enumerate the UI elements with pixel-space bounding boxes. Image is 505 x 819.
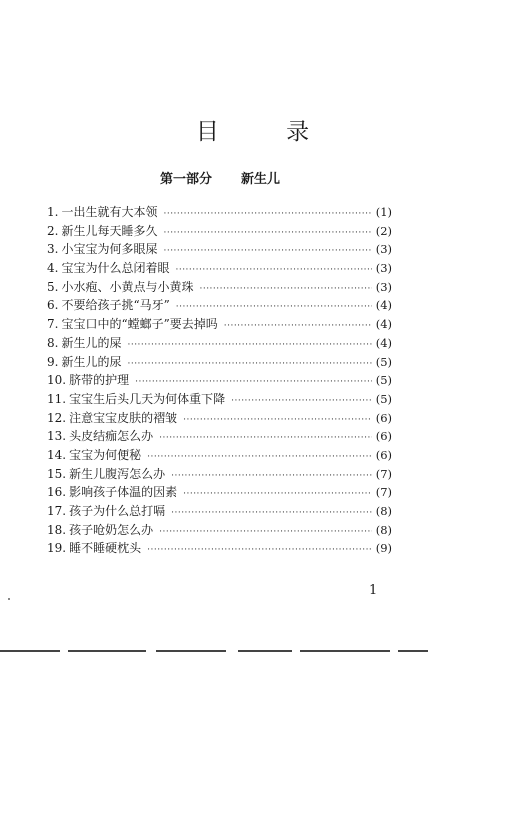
- toc-leader-dots: [171, 467, 372, 486]
- toc-entry-title: 宝宝口中的“螳螂子”要去掉吗: [61, 317, 218, 332]
- toc-entry: [47, 203, 392, 222]
- toc-leader-dots: [199, 280, 371, 299]
- toc-leader-dots: [127, 336, 371, 355]
- toc-entry-number: 10.: [47, 373, 67, 388]
- toc-entry-number: 11.: [47, 391, 67, 406]
- toc-entry-title: 睡不睡硬枕头: [69, 541, 142, 556]
- toc-entry-title: 宝宝生后头几天为何体重下降: [69, 391, 226, 406]
- toc-leader-dots: [147, 448, 372, 467]
- toc-entry-title: 注意宝宝皮肤的褶皱: [69, 410, 178, 425]
- toc-leader-dots: [163, 224, 371, 243]
- page-number: 1: [369, 583, 378, 598]
- toc-leader-dots: [171, 504, 372, 523]
- toc-entry-number: 15.: [47, 466, 67, 481]
- scan-speck: [8, 598, 10, 600]
- toc-entry-number: 1.: [47, 205, 59, 219]
- toc-entry-number: 6.: [47, 298, 59, 313]
- toc-entry-title: 孩子为什么总打嗝: [69, 504, 166, 518]
- toc-entry-page: (8): [375, 504, 392, 518]
- toc-entry-number: 7.: [47, 317, 59, 332]
- toc-entry-page: (8): [375, 522, 392, 537]
- toc-entry: [47, 296, 392, 315]
- toc-entry-number: 17.: [47, 504, 67, 518]
- toc-entry-page: (6): [375, 429, 392, 444]
- toc-entry-page: (7): [375, 485, 392, 500]
- toc-entry-title: 影响孩子体温的因素: [69, 485, 178, 500]
- toc-entry-page: (5): [375, 373, 392, 388]
- toc-entry-page: (4): [375, 335, 392, 350]
- toc-leader-dots: [231, 392, 372, 411]
- toc-entry-page: (7): [375, 466, 392, 481]
- toc-entry-number: 9.: [47, 354, 59, 369]
- toc-entry: [47, 521, 392, 540]
- toc-entry: [47, 427, 392, 446]
- toc-entry-title: 宝宝为何便秘: [69, 447, 142, 462]
- toc-leader-dots: [163, 205, 371, 224]
- toc-entry-title: 宝宝为什么总闭着眼: [61, 261, 170, 276]
- toc-entry-title: 新生儿腹泻怎么办: [69, 466, 166, 481]
- toc-entry: [47, 240, 392, 259]
- toc-entry-number: 19.: [47, 541, 67, 556]
- toc-entry-page: (4): [375, 317, 392, 332]
- toc-entry: [47, 483, 392, 502]
- toc-entry-title: 脐带的护理: [69, 373, 130, 388]
- toc-entry-page: (4): [375, 298, 392, 313]
- toc-entry-page: (9): [375, 541, 392, 556]
- toc-entry-title: 小水疱、小黄点与小黄珠: [61, 279, 194, 294]
- toc-entry-page: (3): [375, 279, 392, 294]
- toc-entry-title: 一出生就有大本领: [61, 205, 158, 219]
- toc-entry: [47, 222, 392, 241]
- toc-entry: [47, 315, 392, 334]
- toc-entry-title: 头皮结痂怎么办: [69, 429, 154, 444]
- toc-entry-number: 4.: [47, 261, 59, 276]
- toc-entry-page: (2): [375, 223, 392, 238]
- toc-entry-title: 新生儿的尿: [61, 354, 122, 369]
- toc-entry-page: (3): [375, 261, 392, 276]
- scan-edge-line: [0, 650, 505, 653]
- toc-entry-page: (5): [375, 354, 392, 369]
- table-of-contents: [47, 203, 392, 558]
- toc-entry: [47, 259, 392, 278]
- toc-leader-dots: [163, 242, 371, 261]
- toc-entry-title: 新生儿的屎: [61, 335, 122, 350]
- toc-entry-title: 新生儿每天睡多久: [61, 223, 158, 238]
- toc-entry-title: 孩子呛奶怎么办: [69, 522, 154, 537]
- toc-entry-number: 3.: [47, 242, 59, 257]
- toc-leader-dots: [175, 261, 371, 280]
- toc-entry-number: 18.: [47, 522, 67, 537]
- toc-entry-number: 14.: [47, 447, 67, 462]
- section-heading: 第一部分 新生儿: [160, 172, 281, 187]
- toc-entry-title: 小宝宝为何多眼屎: [61, 242, 158, 257]
- toc-leader-dots: [147, 541, 372, 560]
- toc-entry-page: (3): [375, 242, 392, 257]
- toc-entry: [47, 465, 392, 484]
- toc-entry: [47, 502, 392, 521]
- toc-entry-number: 12.: [47, 410, 67, 425]
- toc-entry: [47, 334, 392, 353]
- toc-entry-page: (1): [375, 205, 392, 219]
- toc-entry: [47, 371, 392, 390]
- toc-leader-dots: [159, 523, 372, 542]
- toc-entry-number: 8.: [47, 335, 59, 350]
- toc-entry: [47, 390, 392, 409]
- toc-entry: [47, 353, 392, 372]
- toc-leader-dots: [224, 317, 372, 336]
- toc-entry: [47, 446, 392, 465]
- toc-entry: [47, 539, 392, 558]
- toc-entry-page: (6): [375, 410, 392, 425]
- toc-entry-title: 不要给孩子挑“马牙”: [61, 298, 170, 313]
- page-title: 目 录: [195, 119, 340, 145]
- toc-leader-dots: [183, 411, 372, 430]
- toc-entry-number: 5.: [47, 279, 59, 294]
- toc-entry-number: 13.: [47, 429, 67, 444]
- toc-leader-dots: [183, 485, 372, 504]
- toc-entry: [47, 409, 392, 428]
- toc-entry-page: (5): [375, 391, 392, 406]
- toc-entry-page: (6): [375, 447, 392, 462]
- toc-entry-number: 16.: [47, 485, 67, 500]
- toc-leader-dots: [127, 355, 371, 374]
- toc-leader-dots: [159, 429, 372, 448]
- toc-entry-number: 2.: [47, 223, 59, 238]
- toc-entry: [47, 278, 392, 297]
